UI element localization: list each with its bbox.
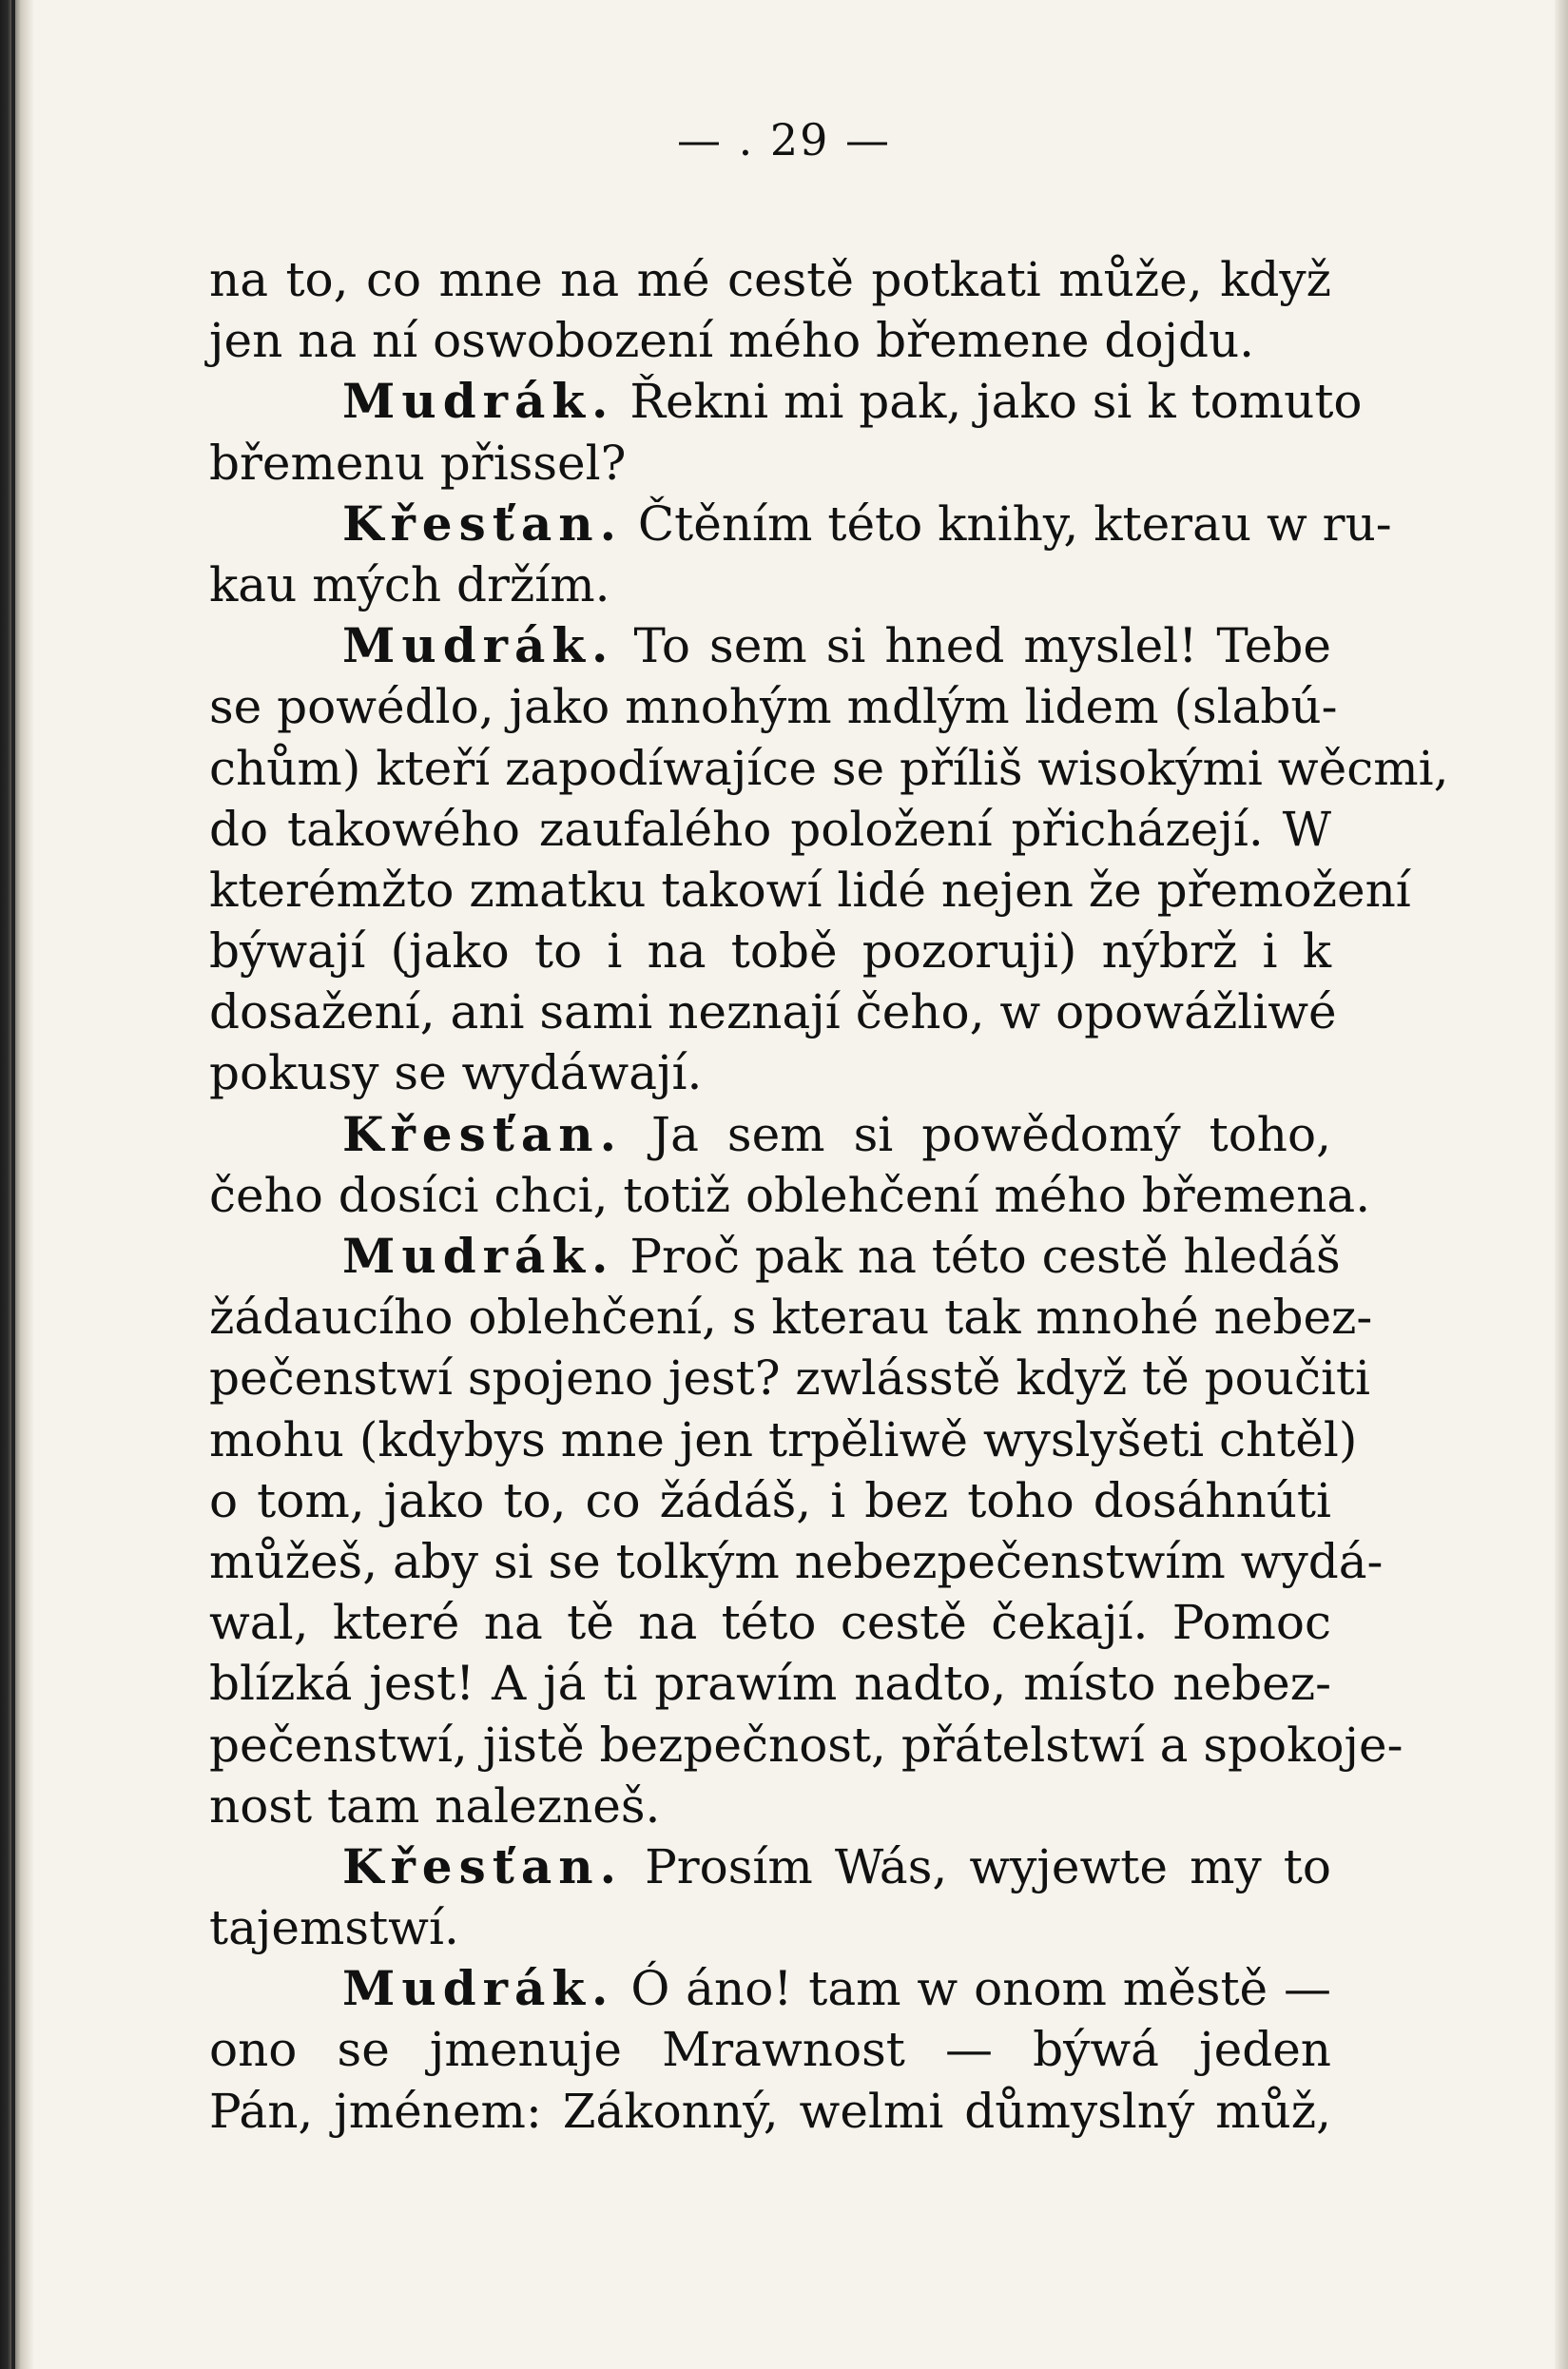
line-text: kau mých držím. (209, 556, 610, 612)
text-line (209, 1653, 1331, 1714)
line-text: na to, co mne na mé cestě potkati může, když (209, 252, 1331, 307)
line-text: Čtěním této knihy, kterau w ru- (623, 495, 1392, 552)
line-text: blízká jest! A já ti prawím nadto, místo nebez- (209, 1656, 1331, 1712)
line-text: můžeš, aby si se tolkým nebezpečenstwím wydá- (209, 1533, 1384, 1589)
text-line (209, 494, 1392, 554)
line-text: čeho dosíci chci, totiž oblehčení mého břemena. (209, 1167, 1371, 1223)
text-line (209, 249, 1331, 310)
line-text: žádaucího oblehčení, s kterau tak mnohé nebez- (209, 1290, 1373, 1346)
speaker-name: Křesťan. (342, 1105, 624, 1162)
line-text: Ó áno! tam w onom městě — (614, 1961, 1331, 2017)
line-text: pečenstwí spojeno jest? zwlásstě když tě poučiti (209, 1350, 1371, 1407)
page-binding-edge (0, 0, 34, 2369)
text-line (209, 1287, 1373, 1348)
line-text: se powédlo, jako mnohým mdlým lidem (slabú- (209, 679, 1338, 735)
text-line (209, 1715, 1403, 1776)
line-text: břemenu přissel? (209, 435, 627, 491)
text-line (209, 371, 1363, 432)
line-text: kterémžto zmatku takowí lidé nejen že přemožení (209, 862, 1411, 918)
line-text: jen na ní oswobození mého břemene dojdu. (209, 313, 1255, 369)
line-text: Proč pak na této cestě hledáš (614, 1229, 1341, 1284)
line-text: Prosím Wás, wyjewte my to (623, 1838, 1331, 1894)
line-text: o tom, jako to, co žádáš, i bez toho dosáhnúti (209, 1472, 1331, 1528)
text-line (209, 1042, 1331, 1103)
text-line (209, 2019, 1331, 2080)
text-line (209, 676, 1338, 737)
speaker-name: Mudrák. (342, 617, 615, 674)
line-text: To sem si hned myslel! Tebe (614, 618, 1331, 674)
line-text: wal, které na tě na této cestě čekají. Pomoc (209, 1595, 1331, 1651)
line-text: Ja sem si powědomý toho, (623, 1106, 1331, 1162)
text-line (209, 1897, 1331, 1958)
speaker-name: Mudrák. (342, 373, 615, 430)
text-line (209, 799, 1331, 860)
text-line (209, 554, 1331, 615)
text-line (209, 1104, 1331, 1165)
text-line (209, 1165, 1371, 1226)
text-line (209, 310, 1331, 371)
line-text: pokusy se wydáwají. (209, 1045, 703, 1101)
line-text: nost tam nalezneš. (209, 1777, 661, 1834)
line-text: tajemstwí. (209, 1900, 459, 1956)
page-right-edge (1555, 0, 1568, 2369)
text-line (209, 2081, 1331, 2142)
line-text: mohu (kdybys mne jen trpěliwě wyslyšeti chtěl) (209, 1411, 1358, 1467)
line-text: do takowého zaufalého položení přicházejí. W (209, 801, 1331, 857)
text-line (209, 1531, 1384, 1592)
text-line (209, 1592, 1331, 1653)
binding-line (11, 0, 15, 2369)
text-line (209, 1776, 1331, 1836)
speaker-name: Křesťan. (342, 495, 624, 552)
speaker-name: Křesťan. (342, 1837, 624, 1894)
body-text (209, 249, 1449, 2142)
text-line (209, 981, 1337, 1042)
speaker-name: Mudrák. (342, 1960, 615, 2017)
text-line (209, 433, 1331, 494)
text-line (209, 921, 1331, 981)
text-line (209, 860, 1411, 921)
text-line (209, 1958, 1331, 2019)
line-text: Řekni mi pak, jako si k tomuto (614, 374, 1363, 430)
text-line (209, 1470, 1331, 1531)
line-text: dosažení, ani sami neznají čeho, w opowážliwé (209, 984, 1337, 1040)
line-text: ono se jmenuje Mrawnost — býwá jeden (209, 2022, 1331, 2078)
line-text: Pán, jménem: Zákonný, welmi důmyslný můž, (209, 2083, 1331, 2139)
text-line (209, 1348, 1371, 1408)
text-line (209, 1836, 1331, 1897)
text-line (209, 615, 1331, 676)
text-line (209, 738, 1449, 799)
text-line (209, 1409, 1358, 1470)
line-text: pečenstwí, jistě bezpečnost, přátelstwí a spokoje- (209, 1717, 1403, 1773)
line-text: chům) kteří zapodíwajíce se příliš wisokými wěcmi, (209, 740, 1449, 796)
page-number: — . 29 — (676, 114, 892, 165)
text-line (209, 1226, 1341, 1287)
line-text: býwají (jako to i na tobě pozoruji) nýbrž i k (209, 923, 1331, 980)
speaker-name: Mudrák. (342, 1228, 615, 1284)
